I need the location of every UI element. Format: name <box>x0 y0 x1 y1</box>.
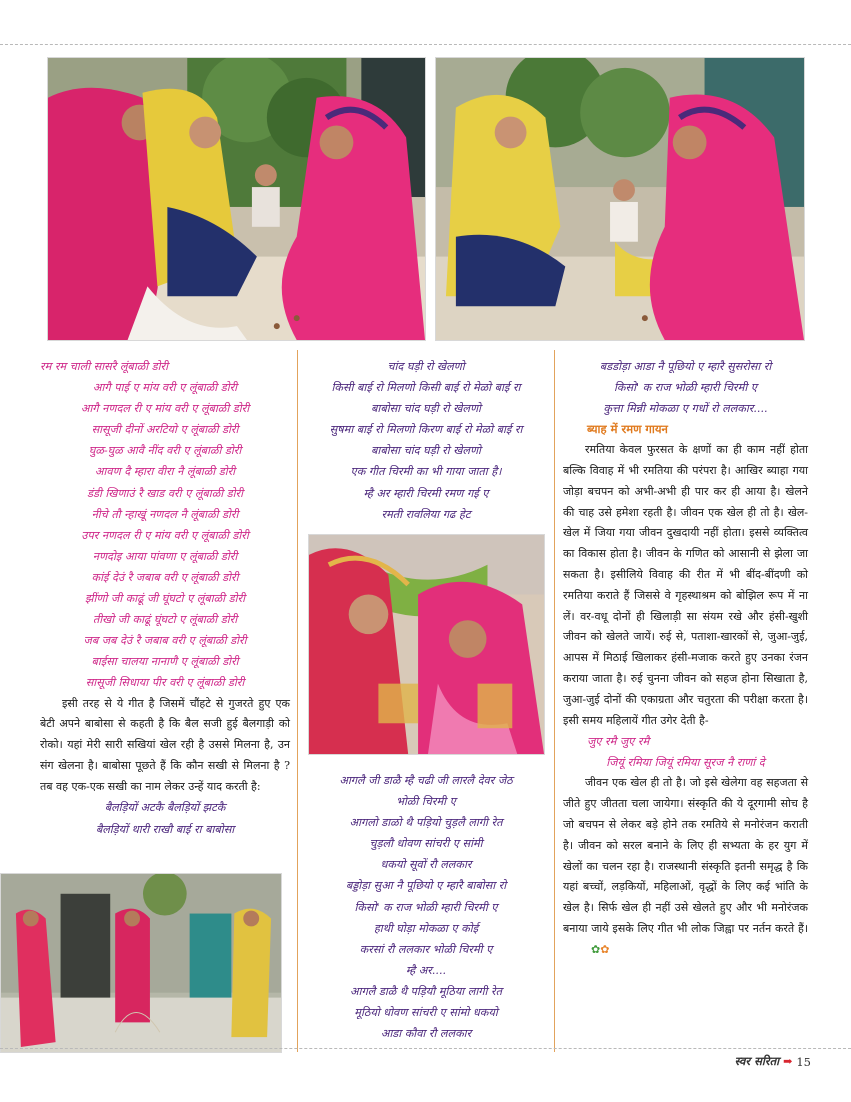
body-paragraph: रमतिया केवल फुरसत के क्षणों का ही काम नहीं होता बल्कि विवाह में भी रमतिया की परंपरा है। आखिर ब्याहा गया जोड़ा बचपन को अभी-अभी ही पार कर ही आया है। खेलने की चाह उसे हमेशा रहती है। जीवन एक खेल ही तो है। खेल-खेल में जिया गया जीवन दुखदायी नहीं होता। इससे व्यक्तित्व का विकास होता है। जीवन के गणित को आसानी से झेला जा सकता है। इसीलिये विवाह की रीत में भी बींद-बींदणी को रमतिया कराते हैं जिससे वे गृहस्थाश्रम को बोझिल रूप में ना लें। वर-वधू दोनों ही खिलाड़ी सा संयम रखे और हंसी-खुशी जीवन को खेलते जायें। रुई से, पताशा-खारकों से, जुआ-जुई, आपस में मिठाई खिलाकर हंसी-मजाक करते हुए उनका रंजन कराया जाता है। रुई चुनना जीवन को सहज होना सिखाता है, जुआ-जुई दोनों की एकाग्रता और चतुरता की परीक्षा करता है। इसी समय महिलायें गीत उगेर देती है- <box>563 443 808 727</box>
song-line: तीखो जी काढूं घूंघटो ए लूंबाळी डोरी <box>92 613 238 627</box>
column-3 <box>563 356 808 961</box>
song-line: बड्डोड़ा सुआ नै पूछियो ए म्हारै बाबोसा रो <box>345 879 507 893</box>
column-1 <box>40 356 290 840</box>
paragraph-text: जीवन एक खेल ही तो है। जो इसे खेलेगा वह सहजता से जीते हुए जीतता चला जायेगा। संस्कृति की ये दूरगामी सोच है जो बचपन से लेकर बड़े होने तक रमतिये से मनोरंजन कराती है। जीवन को सरल बनाने के लिए ही सभ्यता के हर युग में खेलों का चलन रहा है। राजस्थानी संस्कृति इतनी समृद्ध है कि यहां बच्चों, लड़कियों, महिलाओं, वृद्धों के लिए कई भांति के खेल है। सिर्फ खेल ही नहीं उसे खेलते हुए और भी मनोरंजक बनाया जाये इसके लिए गीत भी लोक जिह्वा पर नर्तन करते हैं। <box>563 776 808 936</box>
body-paragraph: इसी तरह से ये गीत है जिसमें चौंहटे से गुजरते हुए एक बेटी अपने बाबोसा से कहती है कि बैल सजी हुई बैलगाड़ी को रोको। यहां मेरी सारी सखियां खेल रही है उससे मिलना है, उन संग खेलना है। बाबोसा पूछते हैं कि कौन सखी से मिलना है ? तब वह एक-एक सखी का नाम लेकर उन्हें याद करती है: <box>40 696 290 793</box>
song-line: आगै पाई ए मांय वरी ए लूंबाळी डोरी <box>92 381 238 395</box>
flower-green-icon: ✿ <box>591 942 601 956</box>
song-line: बाबोसा चांद घड़ी रो खेलणो <box>371 444 481 458</box>
song-intro-note: एक गीत चिरमी का भी गाया जाता है। <box>350 465 502 479</box>
song-line: रम रम चाली सासरै लूंबाळी डोरी <box>40 360 169 373</box>
song-line: जब जब देउं रै जबाब वरी ए लूंबाळी डोरी <box>83 634 247 648</box>
column-2 <box>306 356 546 525</box>
song-line: आगै नणदल री ए मांय वरी ए लूंबाळी डोरी <box>80 402 250 416</box>
photo-women-courtyard <box>0 873 282 1053</box>
song-line: चांद घड़ी रो खेलणो <box>387 360 465 373</box>
flower-orange-icon: ✿ <box>600 942 610 956</box>
song-line: म्है अर म्हारी चिरमी रमण गई ए <box>363 486 489 500</box>
song-line: मूठियो धोवण सांचरी ए सांमो धकयो <box>354 1006 498 1020</box>
body-paragraph <box>563 773 808 960</box>
flower-ornament <box>569 940 609 961</box>
song-line: चुड़लौ धोवण सांचरी ए सांमी <box>369 837 483 851</box>
song-line: सासूजी सिधाया पीर वरी ए लूंबाळी डोरी <box>85 676 245 690</box>
song-line: नीचे तौ न्हाखूं नणदल नै लूंबाळी डोरी <box>91 507 239 521</box>
song-line: आवण दै म्हारा वीरा नै लूंबाळी डोरी <box>94 465 236 479</box>
song-line: घुळ-घुळ आवै नींद वरी ए लूंबाळी डोरी <box>88 444 242 458</box>
song-line: किसी बाई रो मिलणो किसी बाई रो मेळो बाई रा <box>331 381 521 395</box>
song-line: बाईसा चालया नानाणै ए लूंबाळी डोरी <box>91 655 239 669</box>
song-line: आगलो डाळो थै पड़ियो चुड़लै लागी रेत <box>349 816 503 830</box>
bottom-divider <box>0 1048 851 1049</box>
photo-women-playing-game <box>47 57 426 341</box>
song-line: किसो' क राज भोळी म्हारी चिरमी ए <box>354 900 498 914</box>
song-line: बैलड़ियों अटकै बैलड़ियों झटकै <box>104 801 226 815</box>
song-line: करसां रौ ललकार भोळी चिरमी ए <box>359 942 493 956</box>
song-line: उपर नणदल री ए मांय वरी ए लूंबाळी डोरी <box>81 528 249 542</box>
column-2-lower <box>306 770 546 1044</box>
song-line: कांई देउं रै जबाब वरी ए लूंबाळी डोरी <box>91 570 239 584</box>
song-line: झींणो जी काढूं जी घूंघटो ए लूंबाळी डोरी <box>85 592 245 606</box>
chirmi-song <box>306 770 546 1044</box>
song-line: रमती रावलिया गढ हेट <box>381 507 471 521</box>
section-heading: ब्याह में रमण गायन <box>587 422 668 437</box>
column-divider <box>297 350 298 1052</box>
badadoda-song <box>563 356 808 419</box>
song-line: जुए रमै जुए रमै <box>587 735 650 749</box>
song-line: आगलै डाळै थै पड़ियौ मूठिया लागी रेत <box>350 984 502 998</box>
song-line: आगलै जी डाळै म्है चढी जी लारलै देवर जेठ <box>339 774 513 787</box>
photo-women-with-child <box>435 57 805 341</box>
bailadiyon-song <box>40 797 290 839</box>
top-divider <box>0 44 851 45</box>
song-line: बाबोसा चांद घड़ी रो खेलणो <box>371 402 481 416</box>
song-line: बडडोड़ा आडा नै पूछियो ए म्हारै सुसरोसा रो <box>599 360 772 373</box>
song-line: हाथी घोड़ा मोकळा ए कोई <box>373 921 479 935</box>
chand-ghadi-song <box>306 356 546 525</box>
column-divider <box>554 350 555 1052</box>
song-line: म्है अर.... <box>405 963 447 977</box>
arrow-right-icon: ➡ <box>783 1055 793 1068</box>
lumbali-dori-song <box>40 356 290 694</box>
magazine-name: स्वर सरिता <box>734 1054 780 1068</box>
song-line: किसो' क राज भोळी म्हारी चिरमी ए <box>614 381 757 395</box>
song-line: बैलड़ियों थारी राखौ बाई रा बाबोसा <box>95 822 235 836</box>
song-line: भोळी चिरमी ए <box>396 795 456 809</box>
song-line: आडा कौवा रौ ललकार <box>380 1027 472 1041</box>
page-number: 15 <box>796 1054 811 1069</box>
song-line: सासूजी दीनों अरटियो ए लूंबाळी डोरी <box>91 423 239 437</box>
photo-women-celebration <box>308 534 545 755</box>
song-line: जियूं रमिया जियूं रमिया सूरज नै राणां दे <box>606 756 765 770</box>
page-footer <box>735 1054 811 1069</box>
song-line: धकयो सूवों रौ ललकार <box>380 858 472 872</box>
song-line: कुत्ता मिन्नी मोकळा ए गधों रो ललकार.... <box>603 402 768 416</box>
song-line: सुषमा बाई रो मिलणो किरण बाई रो मेळो बाई रा <box>329 423 523 437</box>
song-line: नणदोइ आया पांवणा ए लूंबाळी डोरी <box>92 549 238 563</box>
song-line: डंडी खिणाउं रै खाड वरी ए लूंबाळी डोरी <box>86 486 244 500</box>
jue-ramai-song <box>563 731 808 773</box>
